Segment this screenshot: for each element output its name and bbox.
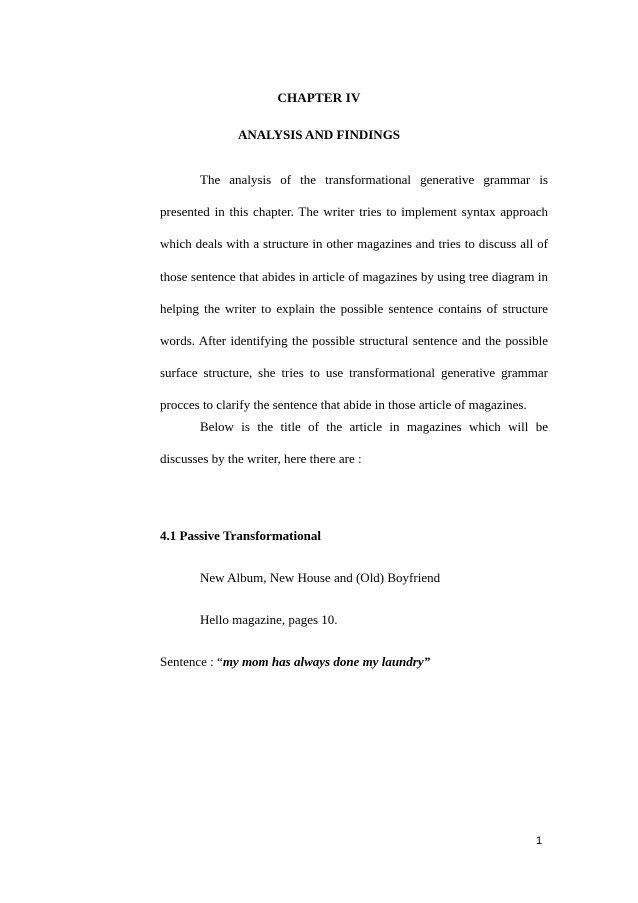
article-source: Hello magazine, pages 10. <box>200 612 338 627</box>
page-number: 1 <box>536 835 543 847</box>
sentence-label: Sentence : “ <box>160 654 223 669</box>
section-heading: 4.1 Passive Transformational <box>160 528 321 543</box>
chapter-title: CHAPTER IV <box>277 90 361 105</box>
example-sentence <box>160 654 430 670</box>
intro-paragraph: The analysis of the transformational generative grammar is presented in this chapter. The writer tries to implement syntax approach which deals with a structure in other magazines and tries to discuss all of those sentence that abides in article of magazines by using tree diagram in helping the writer to explain the possible sentence contains of structure words. After identifying the possible structural sentence and the possible surface structure, she tries to use transformational generative grammar procces to clarify the sentence that abide in those article of magazines. <box>160 172 548 413</box>
chapter-subtitle: ANALYSIS AND FINDINGS <box>237 127 401 142</box>
sentence-quote: my mom has always done my laundry” <box>222 654 431 669</box>
article-intro-paragraph: Below is the title of the article in magazines which will be discusses by the writer, here there are : <box>160 419 548 467</box>
article-title: New Album, New House and (Old) Boyfriend <box>200 570 441 585</box>
